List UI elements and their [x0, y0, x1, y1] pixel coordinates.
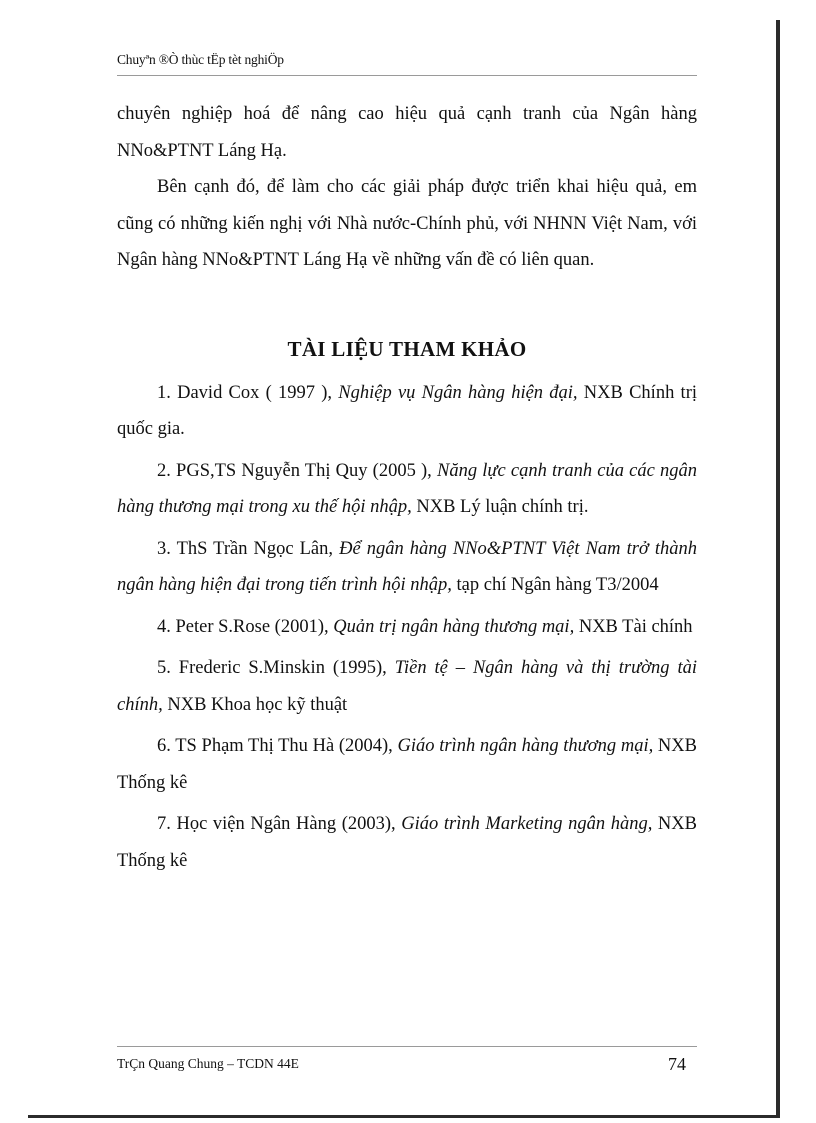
reference-title: Năng lực cạnh tranh của các ngân hàng thương mại trong xu thế hội nhập,	[117, 460, 697, 517]
paragraph-recommendations: Bên cạnh đó, để làm cho các giải pháp được triển khai hiệu quả, em cũng có những kiến nghị với Nhà nước-Chính phủ, với NHNN Việt Nam, với Ngân hàng NNo&PTNT Láng Hạ về những vấn đề có liên quan.	[117, 177, 697, 270]
reference-author: 6. TS Phạm Thị Thu Hà (2004),	[157, 736, 398, 756]
reference-publisher: NXB Khoa học kỹ thuật	[162, 694, 348, 715]
reference-publisher: NXB Tài chính	[574, 616, 693, 637]
references-title: TÀI LIỆU THAM KHẢO	[287, 336, 527, 361]
reference-item	[117, 609, 697, 646]
reference-author: 2. PGS,TS Nguyễn Thị Quy (2005 ),	[157, 460, 437, 481]
reference-item	[117, 531, 697, 604]
reference-publisher: tạp chí Ngân hàng T3/2004	[451, 575, 659, 595]
reference-publisher: NXB Chính trị quốc gia.	[117, 382, 697, 439]
reference-item	[117, 375, 697, 448]
paragraph-continuation: chuyên nghiệp hoá để nâng cao hiệu quả cạnh tranh của Ngân hàng NNo&PTNT Láng Hạ.	[117, 104, 697, 161]
reference-item	[117, 728, 697, 801]
reference-title: Tiền tệ – Ngân hàng và thị trường tài chính,	[117, 658, 697, 715]
reference-author: 1. David Cox ( 1997 ),	[157, 382, 339, 403]
reference-item	[117, 453, 697, 526]
reference-publisher: NXB Lý luận chính trị.	[411, 497, 589, 517]
reference-item	[117, 650, 697, 723]
reference-author: 4. Peter S.Rose (2001),	[157, 616, 334, 637]
footer-author: TrÇn Quang Chung – TCDN 44E	[117, 1056, 299, 1071]
page-number: 74	[668, 1054, 686, 1074]
header-rule	[117, 75, 697, 76]
reference-author: 5. Frederic S.Minskin (1995),	[157, 658, 395, 678]
reference-item	[117, 806, 697, 879]
reference-author: 7. Học viện Ngân Hàng (2003),	[157, 814, 402, 834]
reference-title: Quản trị ngân hàng thương mại,	[333, 616, 575, 637]
footer-rule	[117, 1046, 697, 1047]
reference-title: Giáo trình ngân hàng thương mại,	[397, 736, 654, 756]
reference-publisher: NXB Thống kê	[117, 814, 697, 871]
running-header: Chuyªn ®Ò thùc tËp tèt nghiÖp	[117, 52, 284, 67]
reference-title: Nghiệp vụ Ngân hàng hiện đại,	[338, 382, 578, 403]
references-list	[117, 375, 697, 880]
reference-author: 3. ThS Trần Ngọc Lân,	[157, 538, 340, 559]
page-body	[117, 96, 697, 884]
reference-title: Để ngân hàng NNo&PTNT Việt Nam trở thành ngân hàng hiện đại trong tiến trình hội nhập,	[117, 538, 697, 595]
reference-publisher: NXB Thống kê	[117, 736, 697, 793]
reference-title: Giáo trình Marketing ngân hàng,	[401, 814, 653, 834]
